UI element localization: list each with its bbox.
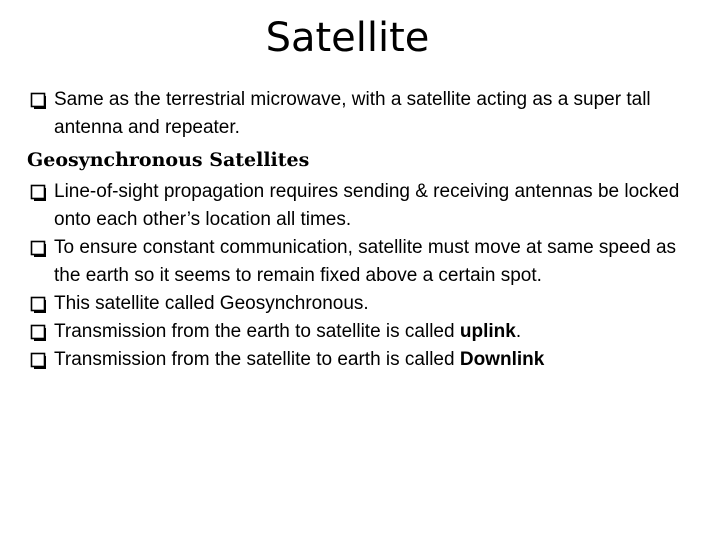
bullet-bold-term: uplink — [459, 321, 516, 342]
bullet-item — [30, 290, 700, 318]
bullet-text: Transmission from the earth to satellite is called — [54, 321, 460, 342]
bullet-suffix: . — [515, 321, 522, 342]
bullet-text: Same as the terrestrial microwave, with a satellite acting as a super tall antenna and repeater. — [54, 89, 651, 138]
bullet-item — [30, 178, 700, 234]
bullet-text: This satellite called Geosynchronous. — [54, 293, 369, 314]
bullet-item — [30, 234, 700, 290]
bullet-item — [30, 318, 700, 346]
checkbox-bullet-icon — [30, 352, 46, 369]
section-heading: Geosynchronous Satellites — [27, 149, 310, 171]
bullet-text: Line-of-sight propagation requires sending & receiving antennas be locked onto each other’s location all times. — [54, 181, 680, 230]
bullet-item — [30, 346, 700, 374]
checkbox-bullet-icon — [30, 240, 46, 257]
checkbox-bullet-icon — [30, 92, 46, 109]
checkbox-bullet-icon — [30, 296, 46, 313]
slide-content — [27, 86, 700, 374]
checkbox-bullet-icon — [30, 184, 46, 201]
bullet-bold-term: Downlink — [459, 349, 545, 370]
bullet-text: To ensure constant communication, satellite must move at same speed as the earth so it seems to remain fixed above a certain spot. — [54, 237, 677, 286]
checkbox-bullet-icon — [30, 324, 46, 341]
bullet-item-intro — [30, 86, 700, 142]
slide-title: Satellite — [265, 15, 430, 61]
bullet-text: Transmission from the satellite to earth is called — [54, 349, 460, 370]
